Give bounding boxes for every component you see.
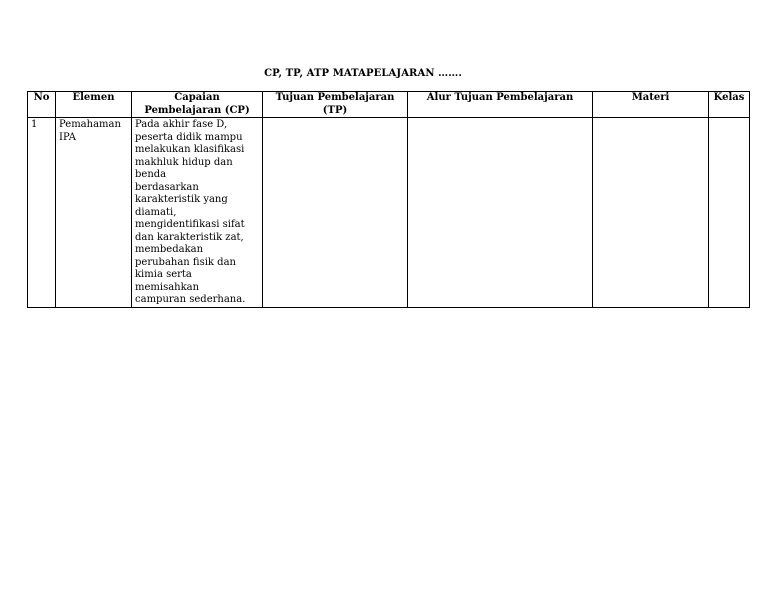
header-alur-tujuan-pembelajaran: Alur Tujuan Pembelajaran [408,92,593,118]
document-title: CP, TP, ATP MATAPELAJARAN ……. [264,68,462,79]
header-kelas: Kelas [709,92,750,118]
cell-capaian-pembelajaran: Pada akhir fase D, peserta didik mampu melakukan klasifikasi makhluk hidup dan benda berdasarkan karakteristik yang diamati, mengidentifikasi sifat dan karakteristik zat, membedakan perubahan fisik dan kimia serta memisahkan campuran sederhana. [132,118,263,308]
header-materi: Materi [593,92,709,118]
header-capaian-pembelajaran: Capaian Pembelajaran (CP) [132,92,263,118]
cp-tp-atp-table [27,91,750,308]
table-header-row [28,92,750,118]
cell-kelas [709,118,750,308]
cell-no: 1 [28,118,56,308]
header-no: No [28,92,56,118]
cell-elemen: Pemahaman IPA [56,118,132,308]
header-tujuan-pembelajaran: Tujuan Pembelajaran (TP) [263,92,408,118]
table-row [28,118,750,308]
cell-materi [593,118,709,308]
cell-alur-tujuan-pembelajaran [408,118,593,308]
header-elemen: Elemen [56,92,132,118]
cell-tujuan-pembelajaran [263,118,408,308]
